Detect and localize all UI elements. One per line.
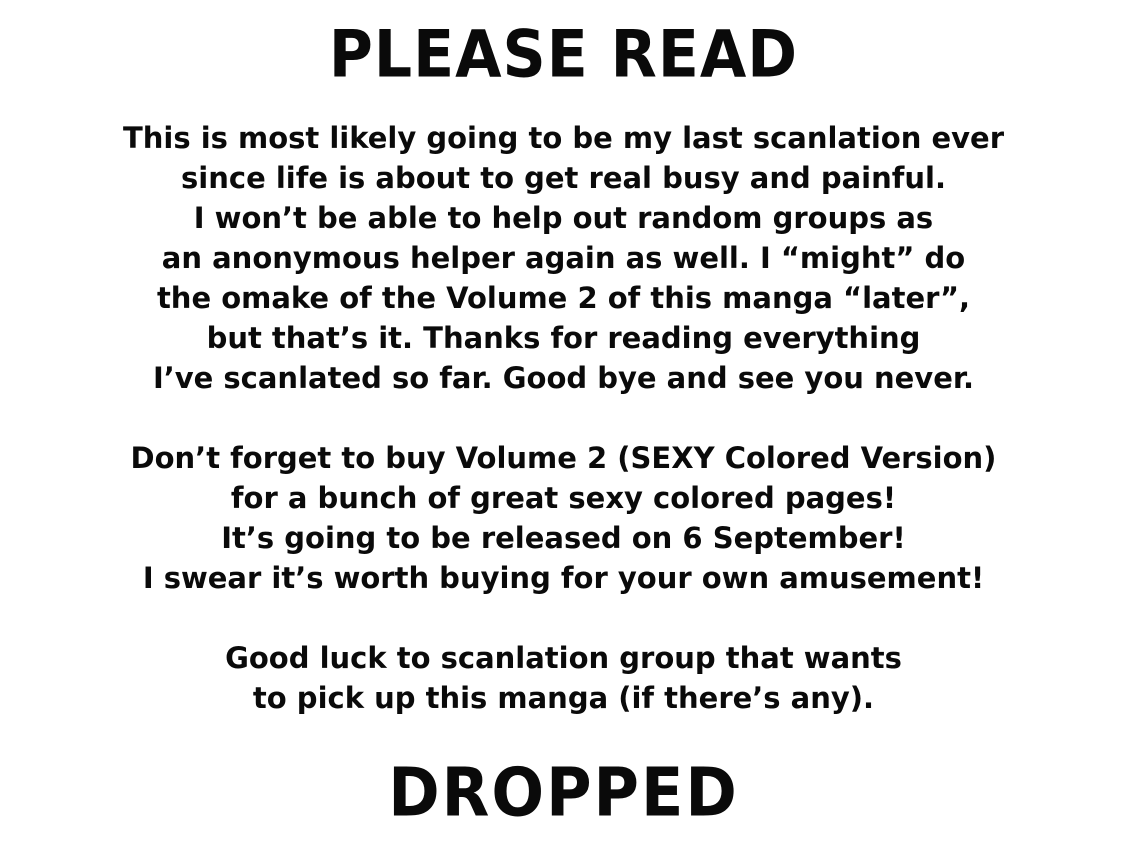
dropped-label: DROPPED bbox=[388, 753, 739, 832]
text-line: an anonymous helper again as well. I “might” do bbox=[161, 241, 966, 275]
paragraph-farewell bbox=[0, 118, 1127, 398]
text-line: I’ve scanlated so far. Good bye and see you never. bbox=[152, 361, 975, 395]
text-line: This is most likely going to be my last scanlation ever bbox=[122, 121, 1005, 155]
text-line: to pick up this manga (if there’s any). bbox=[252, 681, 875, 715]
text-line: It’s going to be released on 6 September! bbox=[221, 521, 906, 555]
text-line: Don’t forget to buy Volume 2 (SEXY Colored Version) bbox=[130, 441, 997, 475]
text-line: but that’s it. Thanks for reading everything bbox=[206, 321, 921, 355]
page-title: PLEASE READ bbox=[328, 17, 799, 93]
text-line: since life is about to get real busy and painful. bbox=[181, 161, 946, 195]
text-line: for a bunch of great sexy colored pages! bbox=[230, 481, 897, 515]
paragraph-good-luck bbox=[0, 638, 1127, 718]
text-line: the omake of the Volume 2 of this manga “later”, bbox=[156, 281, 971, 315]
text-line: Good luck to scanlation group that wants bbox=[225, 641, 902, 675]
paragraph-volume-promo bbox=[0, 438, 1127, 598]
text-line: I swear it’s worth buying for your own amusement! bbox=[142, 561, 985, 595]
text-line: I won’t be able to help out random groups as bbox=[193, 201, 934, 235]
